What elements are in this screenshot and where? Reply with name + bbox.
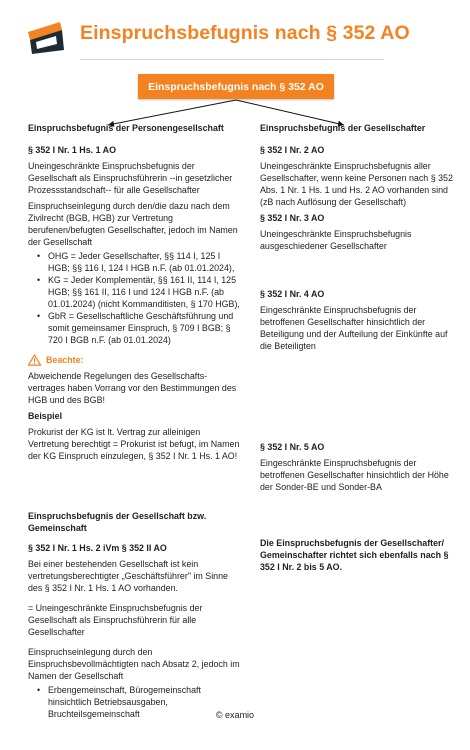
right-column-block-5 (260, 537, 460, 573)
left-heading: Einspruchsbefugnis der Personengesellschaft (28, 123, 224, 133)
example-title: Beispiel (28, 411, 63, 421)
left-section-2-text3: Einspruchseinlegung durch den Einspruchsbevollmächtigten nach Absatz 2, jedoch im Namen der Gesellschaft (28, 647, 240, 681)
warning-text: Abweichende Regelungen des Gesellschafts-vertrages haben Vorrang vor den Bestimmungen des HGB und des BGB! (28, 371, 237, 405)
right-section-1-text: Uneingeschränkte Einspruchsbefugnis aller Gesellschafter, wenn keine Personen nach § 352 Abs. 1 Nr. 1 Hs. 1 und Hs. 2 AO vorhanden sind (zB nach Auflösung der Gesellschaft) (260, 161, 453, 207)
right-section-3-title: § 352 I Nr. 4 AO (260, 289, 325, 299)
warning-icon (28, 354, 41, 366)
right-section-3-text: Eingeschränkte Einspruchsbefugnis der betroffenen Gesellschafter hinsichtlich der Beteiligung und der Aufteilung der Einkünfte auf die Beteiligten (260, 305, 448, 351)
list-item: • KG = Jeder Komplementär, §§ 161 II, 114 I, 125 HGB; §§ 161 II, 116 I und 124 I HGB n.F. (ab 01.01.2024) (nicht Kommanditisten, § 170 HGB), (48, 274, 242, 310)
left-column (28, 122, 242, 462)
examio-logo-icon (26, 20, 66, 56)
header (0, 0, 470, 62)
list-item: • GbR = Gesellschaftliche Geschäftsführung und somit gemeinsamer Einspruch, § 709 I BGB; § 720 I BGB n.F. (ab 01.01.2024) (48, 310, 242, 346)
page-title: Einspruchsbefugnis nach § 352 AO (80, 22, 410, 44)
footer-copyright: © examio (215, 710, 255, 720)
left-heading-2: Einspruchsbefugnis der Gesellschaft bzw. Gemeinschaft (28, 511, 207, 533)
right-section-1-title: § 352 I Nr. 2 AO (260, 145, 325, 155)
warning-row (28, 354, 242, 366)
left-bullet-list (28, 250, 242, 346)
left-section-2-text2: = Uneingeschränkte Einspruchsbefugnis der Gesellschaft als Einspruchsführerin für alle Gesellschafter (28, 603, 203, 637)
left-section-1-title: § 352 I Nr. 1 Hs. 1 AO (28, 145, 116, 155)
right-column-block-3 (260, 288, 460, 352)
right-section-4-text: Eingeschränkte Einspruchsbefugnis der betroffenen Gesellschafter hinsichtlich der Höhe der Sonder-BE und Sonder-BA (260, 458, 449, 492)
left-section-2-text: Bei einer bestehenden Gesellschaft ist kein vertretungsberechtigter „Geschäftsführer" im Sinne des § 352 I Nr. 1 Hs. 1 AO vorhanden. (28, 559, 228, 593)
right-heading: Einspruchsbefugnis der Gesellschafter (260, 123, 426, 133)
list-item: • Erbengemeinschaft, Bürogemeinschaft hinsichtlich Betriebsausgaben, Bruchteilsgemeinschaft (48, 684, 242, 720)
warning-label: Beachte: (46, 355, 84, 365)
right-column-block-4 (260, 441, 460, 493)
center-topic-box: Einspruchsbefugnis nach § 352 AO (138, 74, 334, 99)
list-item: • OHG = Jeder Gesellschafter, §§ 114 I, 125 I HGB; §§ 116 I, 124 I HGB n.F. (ab 01.01.2024), (48, 250, 242, 274)
right-section-4-title: § 352 I Nr. 5 AO (260, 442, 325, 452)
left-column-bottom (28, 510, 242, 720)
left-section-1-text2: Einspruchseinlegung durch den/die dazu nach dem Zivilrecht (BGB, HGB) zur Vertretung berufenen/befugten Gesellschafter, jedoch im Namen der Gesellschaft (28, 201, 238, 247)
right-section-2-text: Uneingeschränkte Einspruchsbefugnis ausgeschiedener Gesellschafter (260, 229, 412, 251)
right-section-2-title: § 352 I Nr. 3 AO (260, 213, 325, 223)
example-text: Prokurist der KG ist lt. Vertrag zur alleinigen Vertretung berechtigt = Prokurist ist befugt, im Namen der KG Einspruch einzulegen, § 352 I Nr. 1 Hs. 1 AO! (28, 427, 240, 461)
right-column (260, 122, 460, 252)
left-section-1-text: Uneingeschränkte Einspruchsbefugnis der Gesellschaft als Einspruchsführerin --in gesetzlicher Prozessstandschaft-- für alle Gesellschafter (28, 161, 233, 195)
right-section-5-text: Die Einspruchsbefugnis der Gesellschafter/ Gemeinschafter richtet sich ebenfalls nach § 352 I Nr. 2 bis 5 AO. (260, 538, 449, 572)
left-section-2-title: § 352 I Nr. 1 Hs. 2 iVm § 352 II AO (28, 543, 167, 553)
title-divider (80, 59, 384, 60)
